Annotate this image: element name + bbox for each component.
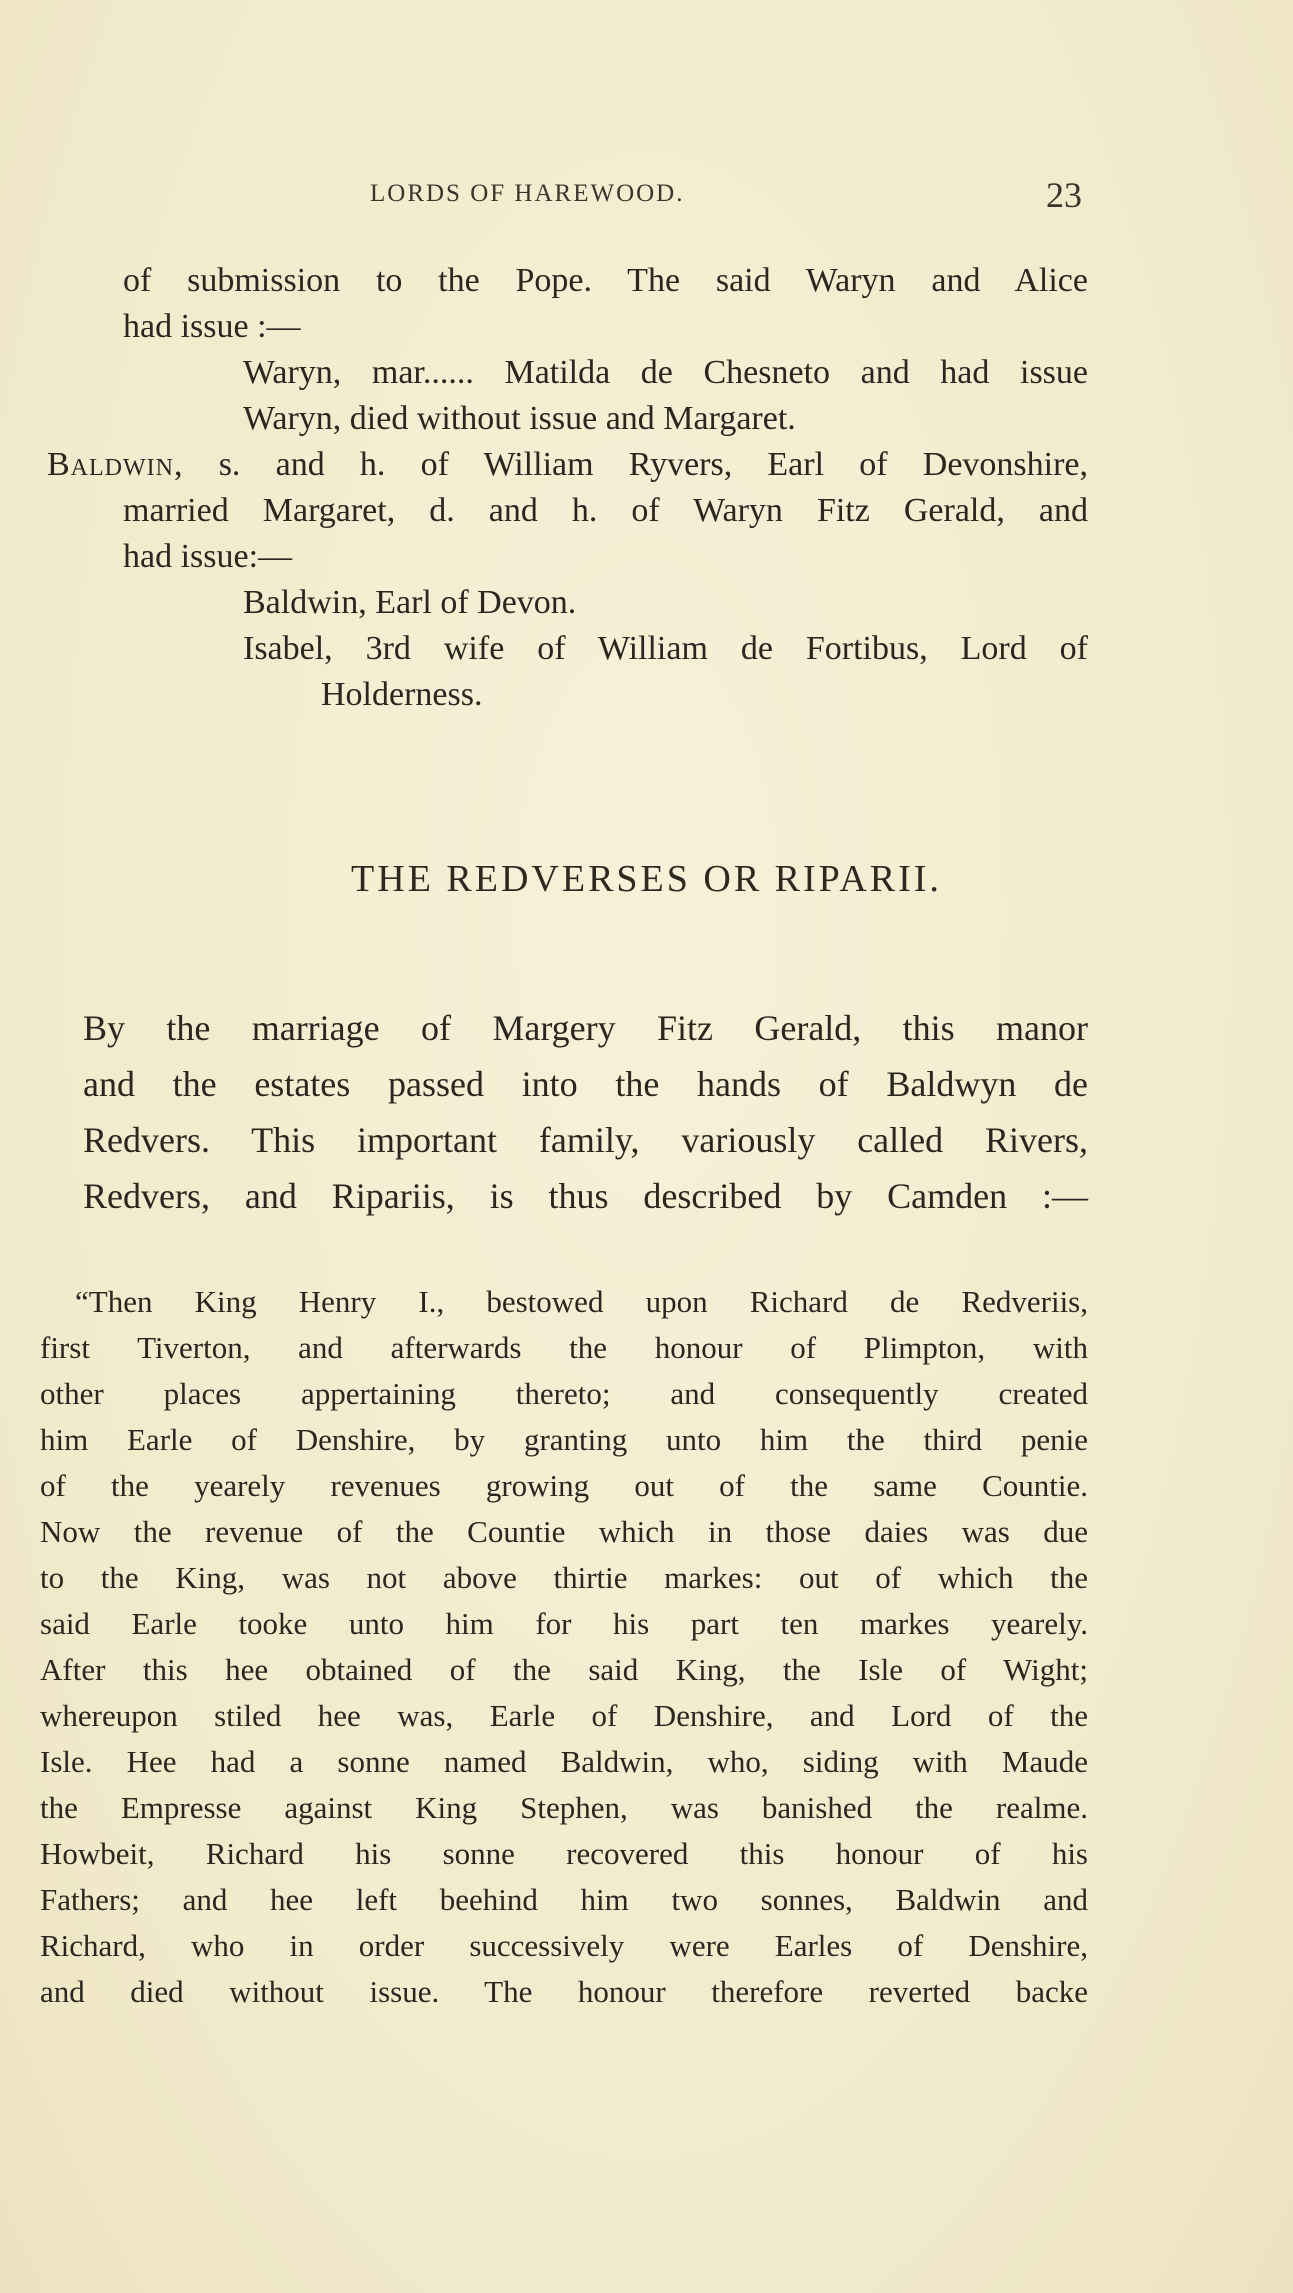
- quote-line: whereupon stiled hee was, Earle of Denshire, and Lord of the: [40, 1698, 1088, 1733]
- page-number: 23: [1046, 175, 1082, 215]
- quote-line: After this hee obtained of the said King, the Isle of Wight;: [40, 1652, 1088, 1687]
- baldwin-description: s. and h. of William Ryvers, Earl of Devonshire,: [218, 446, 1088, 483]
- text-line: Waryn, died without issue and Margaret.: [243, 400, 796, 437]
- quote-line: Richard, who in order successively were Earles of Denshire,: [40, 1928, 1088, 1963]
- text-line: Baldwin, Earl of Devon.: [243, 584, 577, 621]
- section-heading: THE REDVERSES OR RIPARII.: [351, 858, 942, 900]
- quote-line: Isle. Hee had a sonne named Baldwin, who, siding with Maude: [40, 1744, 1088, 1779]
- quote-line: him Earle of Denshire, by granting unto him the third penie: [40, 1422, 1088, 1457]
- baldwin-name: Baldwin,: [47, 446, 184, 483]
- quote-line: “Then King Henry I., bestowed upon Richard de Redveriis,: [75, 1284, 1088, 1319]
- text-line: Isabel, 3rd wife of William de Fortibus, Lord of: [243, 630, 1088, 667]
- quote-line: Howbeit, Richard his sonne recovered this honour of his: [40, 1836, 1088, 1871]
- running-head: LORDS OF HAREWOOD.: [370, 180, 685, 207]
- text-line: and the estates passed into the hands of Baldwyn de: [83, 1064, 1088, 1104]
- quote-line: said Earle tooke unto him for his part ten markes yearely.: [40, 1606, 1088, 1641]
- text-line: married Margaret, d. and h. of Waryn Fitz Gerald, and: [123, 492, 1088, 529]
- text-line: Redvers. This important family, variously called Rivers,: [83, 1120, 1088, 1160]
- quote-line: Fathers; and hee left beehind him two sonnes, Baldwin and: [40, 1882, 1088, 1917]
- text-line: Holderness.: [321, 676, 483, 713]
- quote-line: other places appertaining thereto; and consequently created: [40, 1376, 1088, 1411]
- quote-line: first Tiverton, and afterwards the honour of Plimpton, with: [40, 1330, 1088, 1365]
- text-line: Waryn, mar...... Matilda de Chesneto and had issue: [243, 354, 1088, 391]
- text-line: Redvers, and Ripariis, is thus described by Camden :—: [83, 1176, 1088, 1216]
- text-line: of submission to the Pope. The said Waryn and Alice: [123, 262, 1088, 299]
- text-line: [47, 442, 1088, 488]
- quote-line: and died without issue. The honour therefore reverted backe: [40, 1974, 1088, 2009]
- quote-line: Now the revenue of the Countie which in those daies was due: [40, 1514, 1088, 1549]
- quote-line: of the yearely revenues growing out of the same Countie.: [40, 1468, 1088, 1503]
- text-line: had issue :—: [123, 308, 301, 345]
- quote-line: the Empresse against King Stephen, was banished the realme.: [40, 1790, 1088, 1825]
- text-line: had issue:—: [123, 538, 293, 575]
- quote-line: to the King, was not above thirtie markes: out of which the: [40, 1560, 1088, 1595]
- page-header: [0, 175, 1293, 218]
- text-line: By the marriage of Margery Fitz Gerald, this manor: [83, 1008, 1088, 1048]
